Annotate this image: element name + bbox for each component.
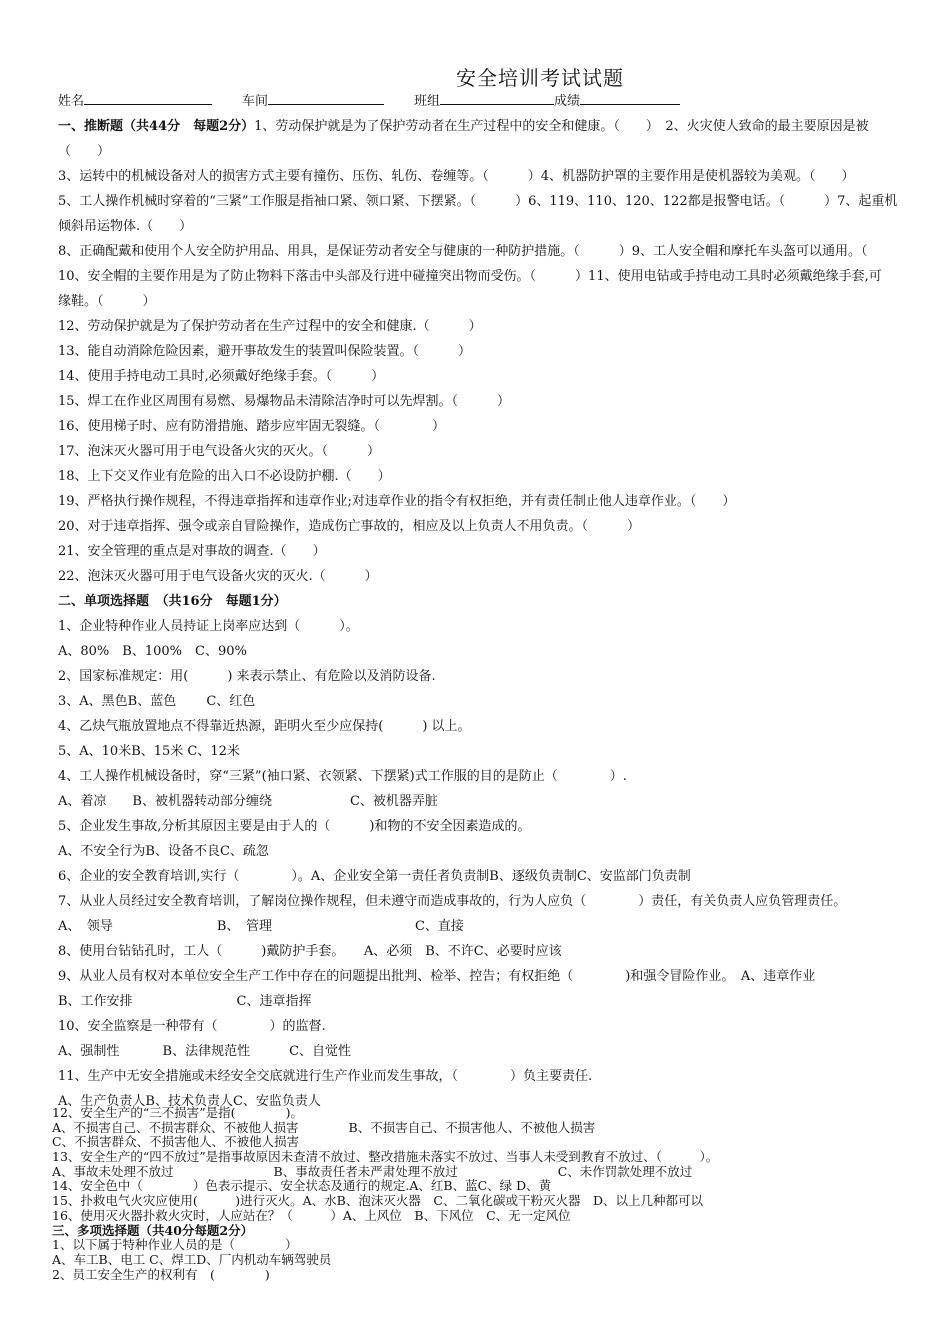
question-line: 4、乙炔气瓶放置地点不得靠近热源，距明火至少应保持( ) 以上。 — [58, 719, 471, 734]
page-title: 安全培训考试试题 — [456, 66, 624, 90]
student-info-row — [58, 90, 680, 109]
question-line: 3、A、黑色B、蓝色 C、红色 — [58, 694, 256, 709]
question-line: 5、工人操作机械时穿着的“三紧”工作服是指袖口紧、领口紧、下摆紧。（ ）6、119、110、120、122都是报警电话。（ ）7、起重机 — [58, 194, 898, 209]
question-line: 19、严格执行操作规程，不得违章指挥和违章作业;对违章作业的指令有权拒绝，并有责任制止他人违章作业。（ ） — [58, 494, 736, 509]
question-line: 21、安全管理的重点是对事故的调查.（ ） — [58, 544, 326, 559]
question-line: A、事故未处理不放过 B、事故责任者未严肃处理不放过 C、未作罚款处理不放过 — [52, 1164, 693, 1179]
question-line: 16、使用梯子时、应有防滑措施、踏步应牢固无裂缝。（ ） — [58, 419, 446, 434]
workshop-label: 车间 — [242, 94, 269, 109]
question-line: 13、安全生产的“四不放过”是指事故原因未查清不放过、整改措施未落实不放过、当事人未受到教育不放过、（ ）。 — [52, 1150, 719, 1165]
question-line: 16、使用灭火器扑救火灾时，人应站在？（ ）A、上风位 B、下风位 C、无一定风位 — [52, 1208, 571, 1223]
question-line: A、 领导 B、 管理 C、直接 — [58, 919, 464, 934]
question-line: C、不损害群众、不损害他人、不被他人损害 — [52, 1135, 300, 1150]
question-line: 倾斜吊运物体.（ ） — [58, 219, 193, 234]
question-line: 5、企业发生事故,分析其原因主要是由于人的（ )和物的不安全因素造成的。 — [58, 819, 531, 834]
question-line: B、工作安排 C、违章指挥 — [58, 994, 312, 1009]
question-line: 10、安全监察是一种带有（ ）的监督. — [58, 1019, 326, 1034]
question-line: 2、国家标准规定：用( ) 来表示禁止、有危险以及消防设备. — [58, 669, 436, 684]
score-label: 成绩 — [554, 94, 581, 109]
question-line: 1、以下属于特种作业人员的是（ ） — [52, 1238, 298, 1253]
question-line: 10、安全帽的主要作用是为了防止物料下落击中头部及行进中碰撞突出物而受伤。（ ）11、使用电钻或手持电动工具时必须戴绝缘手套,可 — [58, 269, 882, 284]
question-line: 14、安全色中（ ）色表示提示、安全状态及通行的规定.A、红B、蓝C、绿 D、黄 — [52, 1179, 552, 1194]
question-line: 1、企业特种作业人员持证上岗率应达到（ ）。 — [58, 619, 359, 634]
question-line: （ ） — [58, 144, 111, 159]
question-line: 14、使用手持电动工具时,必须戴好绝缘手套。（ ） — [58, 369, 385, 384]
question-line: 11、生产中无安全措施或未经安全交底就进行生产作业而发生事故，（ ）负主要责任. — [58, 1069, 593, 1084]
question-line: 3、运转中的机械设备对人的损害方式主要有撞伤、压伤、轧伤、卷缠等。（ ）4、机器防护罩的主要作用是使机器较为美观。（ ） — [58, 169, 855, 184]
question-line: 17、泡沫灭火器可用于电气设备火灾的灭火。（ ） — [58, 444, 381, 459]
question-line: A、不损害自己、不损害群众、不被他人损害 B、不损害自己、不损害他人、不被他人损害 — [52, 1120, 596, 1135]
name-blank[interactable] — [84, 91, 212, 105]
question-line: 20、对于违章指挥、强令或亲自冒险操作，造成伤亡事故的，相应及以上负责人不用负责。（ ） — [58, 519, 641, 534]
question-line: A、80% B、100% C、90% — [58, 644, 247, 659]
question-line: 8、使用台钻钻孔时，工人（ )戴防护手套。 A、必须 B、不许C、必要时应该 — [58, 944, 562, 959]
question-line: A、强制性 B、法律规范性 C、自觉性 — [58, 1044, 352, 1059]
section-heading: 一、推断题（共44分 每题2分） — [58, 119, 255, 134]
score-blank[interactable] — [580, 91, 680, 105]
question-line: 5、A、10米B、15米 C、12米 — [58, 744, 240, 759]
question-line: A、不安全行为B、设备不良C、疏忽 — [58, 844, 269, 859]
question-line: A、着凉 B、被机器转动部分缠绕 C、被机器弄脏 — [58, 794, 438, 809]
question-line: 6、企业的安全教育培训,实行（ ）。A、企业安全第一责任者负责制B、逐级负责制C、安监部门负责制 — [58, 869, 691, 884]
question-line: 22、泡沫灭火器可用于电气设备火灾的灭火.（ ） — [58, 569, 378, 584]
name-label: 姓名 — [58, 94, 85, 109]
workshop-blank[interactable] — [268, 91, 384, 105]
question-line: A、生产负责人B、技术负责人C、安监负责人 — [58, 1094, 321, 1109]
question-line: 2、员工安全生产的权利有 ( ) — [52, 1267, 270, 1282]
question-line — [58, 114, 950, 139]
question-list — [58, 114, 950, 1114]
question-line: 12、劳动保护就是为了保护劳动者在生产过程中的安全和健康.（ ） — [58, 319, 482, 334]
question-line: 7、从业人员经过安全教育培训，了解岗位操作规程，但未遵守而造成事故的，行为人应负（ ）责任，有关负责人应负管理责任。 — [58, 894, 847, 909]
team-blank[interactable] — [440, 91, 554, 105]
question-line: 15、焊工在作业区周围有易燃、易爆物品未清除洁净时可以先焊割。（ ） — [58, 394, 511, 409]
question-line: 8、正确配戴和使用个人安全防护用品、用具，是保证劳动者安全与健康的一种防护措施。（ ）9、工人安全帽和摩托车头盔可以通用。（ — [58, 244, 868, 259]
question-line: 18、上下交叉作业有危险的出入口不必设防护棚.（ ） — [58, 469, 391, 484]
question-text: 1、劳动保护就是为了保护劳动者在生产过程中的安全和健康。（ ） 2、火灾使人致命的最主要原因是被 — [254, 119, 869, 134]
question-line: A、车工B、电工 C、焊工D、厂内机动车辆驾驶员 — [52, 1252, 332, 1267]
question-line: 缘鞋。（ ） — [58, 294, 156, 309]
question-line: 12、安全生产的“三不损害”是指( )。 — [52, 1106, 303, 1120]
question-line: 13、能自动消除危险因素，避开事故发生的装置叫保险装置。（ ） — [58, 344, 472, 359]
question-line: 三、多项选择题（共40分每题2分） — [52, 1223, 254, 1238]
question-list-compact — [52, 1106, 950, 1282]
question-line: 9、从业人员有权对本单位安全生产工作中存在的问题提出批判、检举、控告；有权拒绝（ )和强令冒险作业。 A、违章作业 — [58, 969, 816, 984]
team-label: 班组 — [414, 94, 441, 109]
question-line: 二、单项选择题 （共16分 每题1分） — [58, 594, 287, 609]
question-line: 4、工人操作机械设备时，穿“三紧”(袖口紧、衣领紧、下摆紧)式工作服的目的是防止（ ）. — [58, 769, 627, 784]
question-line: 15、扑救电气火灾应使用( )进行灭火。A、水B、泡沫灭火器 C、二氧化碳或干粉灭火器 D、以上几种都可以 — [52, 1194, 703, 1209]
